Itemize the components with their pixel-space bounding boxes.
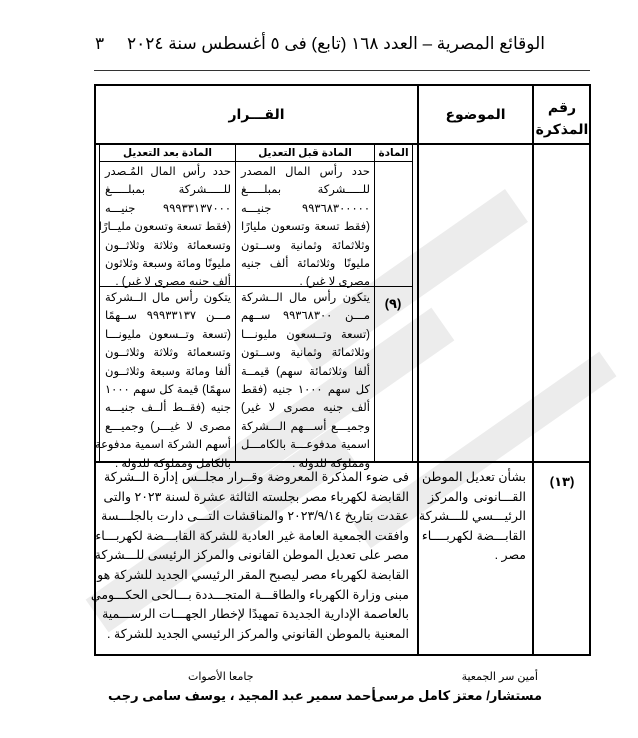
text-line: ألفا ومائة وسبعة وثلاثــون: [105, 365, 231, 378]
subheader-article: المادة: [378, 147, 409, 159]
row-divider: [94, 143, 591, 145]
col-divider: [417, 84, 419, 656]
text-line: ألف جنيه مصرى لا غير): [241, 402, 370, 415]
header-subject: الموضوع: [445, 106, 506, 122]
article-before-row-1: [241, 163, 370, 292]
text-line: القابضة لكهرباء مصر ليصبح المقر الرئيسي الجديد للشركة هو: [97, 567, 409, 582]
text-line: القابـــضة لكهربــــاء: [421, 528, 526, 543]
text-line: مليونًا ومائة وسبعة وثلاثون: [105, 258, 231, 271]
text-line: بالكامل ومملوكة للدولة .: [114, 457, 231, 470]
text-line: بالعاصمة الإدارية الجديدة تمهيدًا لإخطار الجهـــات الرســـمية: [102, 607, 409, 622]
article-after-row-2: [94, 289, 231, 473]
text-line: ألف جنيه مصرى لا غير) .: [115, 276, 231, 289]
page-number: ٣: [95, 34, 105, 53]
text-line: وافقت الجمعية العامة غير العادية للشركة القابـــضة لكهربـــاء: [95, 528, 409, 543]
text-line: القابضة لكهرباء مصر بجلسته الثالثة عشرة لسنة ٢٠٢٣ والتى: [103, 489, 409, 504]
article-after-row-1: [98, 163, 231, 292]
subheader-before: المادة قبل التعديل: [258, 147, 352, 159]
text-line: مصرى لا غيـــر) وجميـــع: [105, 420, 231, 433]
text-line: وثلاثمائة وثمانية وســتون: [241, 347, 370, 360]
text-line: حدد رأس المال المُـصدر: [105, 166, 231, 178]
text-line: يتكون رأس مال الــشركة: [241, 292, 370, 304]
memo-subject: [418, 468, 526, 566]
inner-row-divider: [99, 161, 412, 162]
vote-counters-names: أحمد سمير عبد المجيد ، يوسف سامى رجب: [108, 688, 376, 703]
text-line: القـــانونى والمركز: [428, 489, 526, 504]
text-line: المعنية بالموطن القانوني والمركز الرئيسي الجديد للشركة .: [107, 626, 409, 641]
memo-decision: [90, 468, 409, 644]
text-line: سهمًا) قيمة كل سهم ١٠٠٠: [105, 384, 231, 397]
header-title: الوقائع المصرية – العدد ١٦٨ (تابع) فى ٥ أغسطس سنة ٢٠٢٤: [126, 34, 545, 53]
text-line: وتسعمائة وثلاثة وثلاثــون: [105, 347, 231, 360]
text-line: مـــن ٩٩٩٣٣١٣٧ ســهمًا: [105, 310, 231, 323]
inner-divider: [412, 143, 413, 461]
header-rule: [94, 70, 590, 71]
text-line: وثلاثمائة وثمانية وســتون: [241, 239, 370, 252]
text-line: ألفا وثلاثمائة سهم) قيمــة: [241, 365, 370, 378]
text-line: مـــن ٩٩٣٦٨٣٠٠ ســهم: [241, 310, 370, 323]
text-line: (فقط تسعة وتسعون مليارًا: [241, 221, 370, 234]
text-line: للـــــشركة بمبلـــــغ: [241, 184, 370, 197]
text-line: الرئيـــسي للـــشركة: [418, 509, 526, 524]
text-line: وتسعمائة وثلاثة وثلاثــون: [105, 239, 231, 252]
text-line: ٩٩٣٦٨٣٠٠٠٠٠ جنيـــه: [241, 202, 370, 215]
text-line: وجميـــع أســـهم الـــشركة: [241, 420, 370, 433]
page-header: [95, 34, 545, 58]
memo-number: (١٣): [549, 474, 575, 489]
secretary-name: مستشار/ معتز كامل مرسى: [372, 688, 542, 703]
article-before-row-2: [241, 289, 370, 473]
text-line: مصر على تعديل الموطن القانونى والمركز الرئيسى للـــشركة: [94, 548, 409, 563]
text-line: (تسعة وتــسعون مليونـــا: [241, 328, 370, 341]
text-line: للـــــشركة بمبلـــــغ: [105, 184, 231, 197]
text-line: فى ضوء المذكرة المعروضة وقــرار مجلــس إدارة الــشركة: [104, 470, 409, 484]
secretary-title: أمين سر الجمعية: [461, 671, 538, 683]
text-line: بشأن تعديل الموطن: [421, 470, 526, 484]
text-line: مليونًا وثلاثمائة ألف جنيه: [241, 258, 370, 271]
inner-divider: [235, 143, 236, 461]
text-line: (تسعة وتــسعون مليونـــا: [105, 328, 231, 341]
subheader-after: المادة بعد التعديل: [122, 147, 212, 159]
text-line: مصر .: [494, 548, 526, 563]
text-line: ٩٩٩٣٣١٣٧٠٠٠ جنيـــه: [105, 202, 231, 215]
header-memo-number: رقم المذكرة: [535, 99, 589, 137]
article-number: (٩): [384, 296, 402, 311]
text-line: أسهم الشركة اسمية مدفوعة: [94, 439, 231, 452]
text-line: حدد رأس المال المصدر: [241, 166, 370, 178]
text-line: ومملوكة للدولة .: [292, 457, 370, 470]
inner-divider: [374, 143, 375, 461]
text-line: عقدت بتاريخ ٢٠٢٣/٩/١٤ والمناقشات التـــى دارت بالجلـــسة: [101, 509, 409, 524]
text-line: (فقط تسعة وتسعون مليــارًا: [98, 221, 231, 234]
text-line: اسمية مدفوعـــة بالكامـــل: [241, 439, 370, 452]
vote-counters-title: جامعا الأصوات: [188, 671, 254, 683]
text-line: مصرى لا غير) .: [299, 276, 370, 289]
inner-divider: [99, 143, 100, 461]
text-line: جنيه (فقــط ألــف جنيـــه: [105, 402, 231, 415]
header-decision: القـــرار: [228, 106, 285, 122]
text-line: يتكون رأس مال الــشركة: [105, 292, 231, 304]
text-line: مبنى وزارة الكهرباء والطاقـــة المتجـــددة بـــالحى الحكـــومي: [90, 587, 409, 602]
text-line: كل سهم ١٠٠٠ جنيه (فقط: [241, 384, 370, 397]
col-divider: [532, 84, 534, 656]
